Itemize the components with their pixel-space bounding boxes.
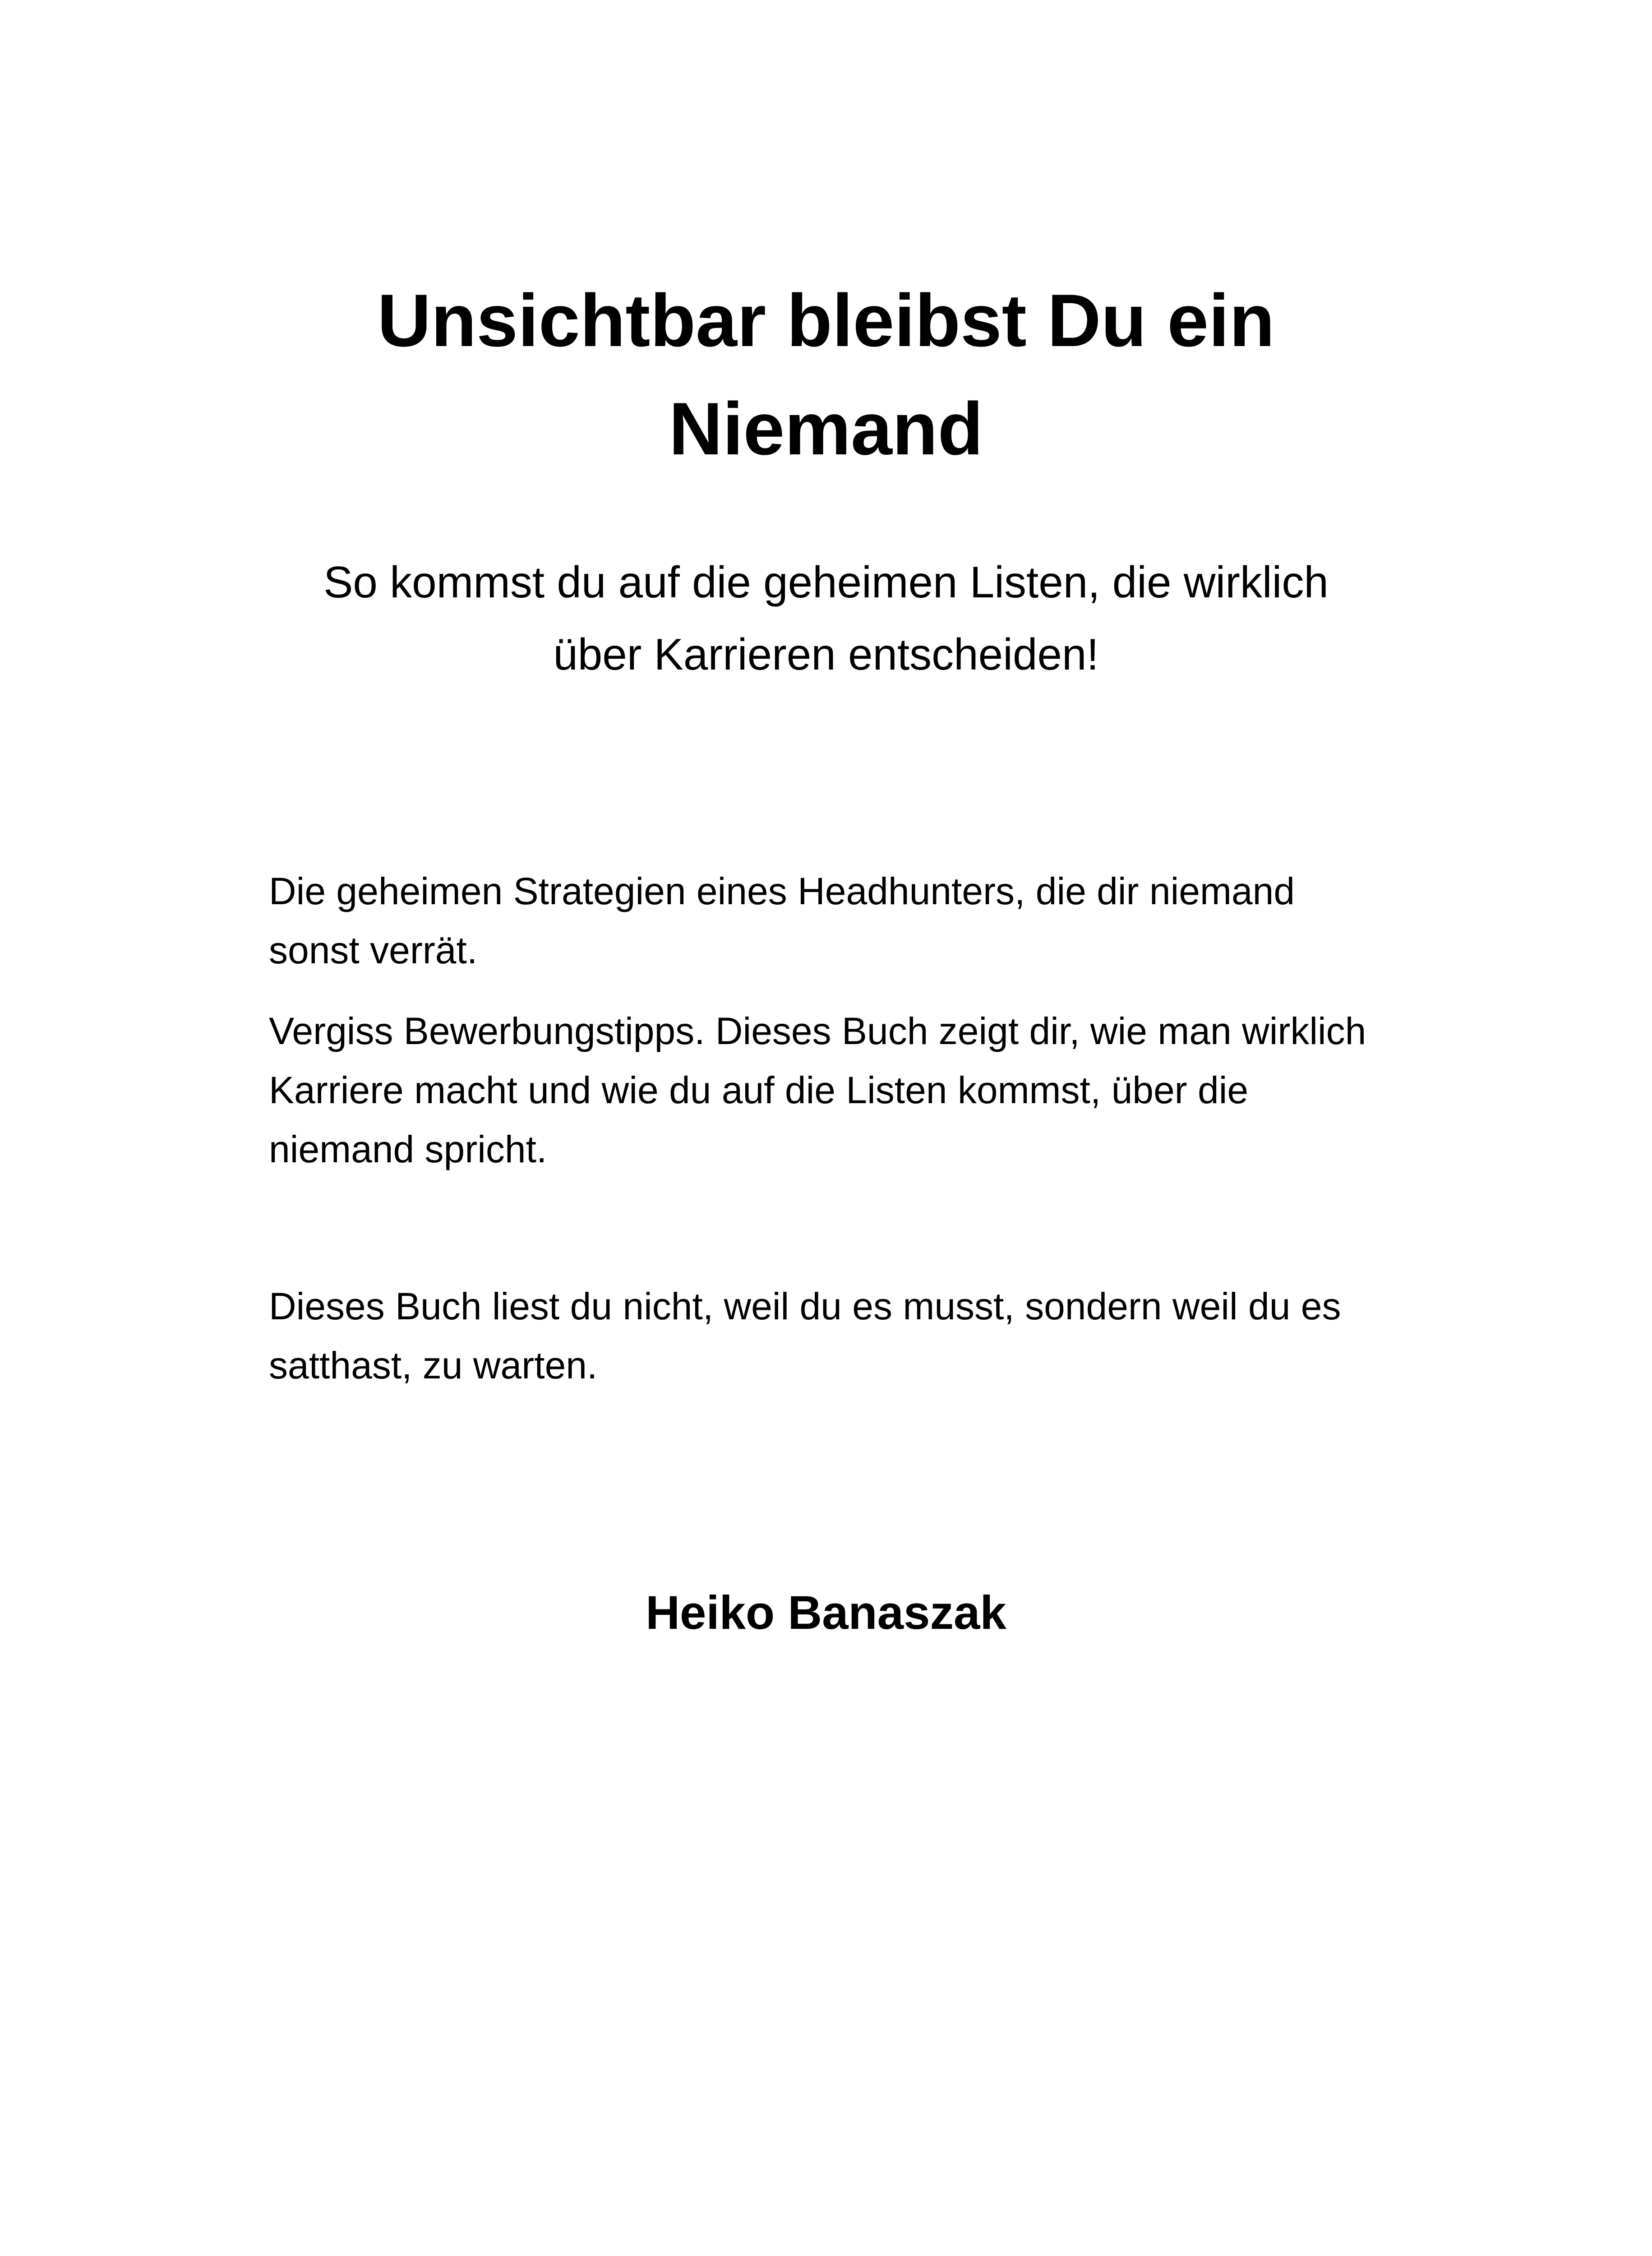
- book-title-line-2: Niemand: [669, 387, 983, 470]
- author-name: Heiko Banaszak: [646, 1586, 1006, 1639]
- teaser-paragraph-3: [269, 1277, 1424, 1395]
- book-title: [0, 266, 1652, 483]
- teaser-paragraph-3-line-2: satthast, zu warten.: [269, 1344, 598, 1387]
- teaser-paragraph-2-line-3: niemand spricht.: [269, 1128, 547, 1170]
- book-title-line-1: Unsichtbar bleibst Du ein: [377, 279, 1275, 362]
- book-subtitle: [0, 546, 1652, 690]
- teaser-paragraph-2-line-1: Vergiss Bewerbungstipps. Dieses Buch zeigt dir, wie man wirklich: [269, 1010, 1366, 1052]
- teaser-paragraph-1-line-1: Die geheimen Strategien eines Headhunters, die dir niemand: [269, 870, 1295, 912]
- teaser-paragraph-3-line-1: Dieses Buch liest du nicht, weil du es musst, sondern weil du es: [269, 1285, 1341, 1327]
- teaser-paragraph-1: [269, 862, 1424, 980]
- teaser-paragraph-2-line-2: Karriere macht und wie du auf die Listen kommst, über die: [269, 1069, 1249, 1111]
- teaser-paragraph-1-line-2: sonst verrät.: [269, 929, 478, 971]
- book-subtitle-line-2: über Karrieren entscheiden!: [553, 629, 1099, 679]
- book-subtitle-line-1: So kommst du auf die geheimen Listen, die wirklich: [323, 557, 1329, 607]
- teaser-paragraph-2: [269, 1002, 1424, 1179]
